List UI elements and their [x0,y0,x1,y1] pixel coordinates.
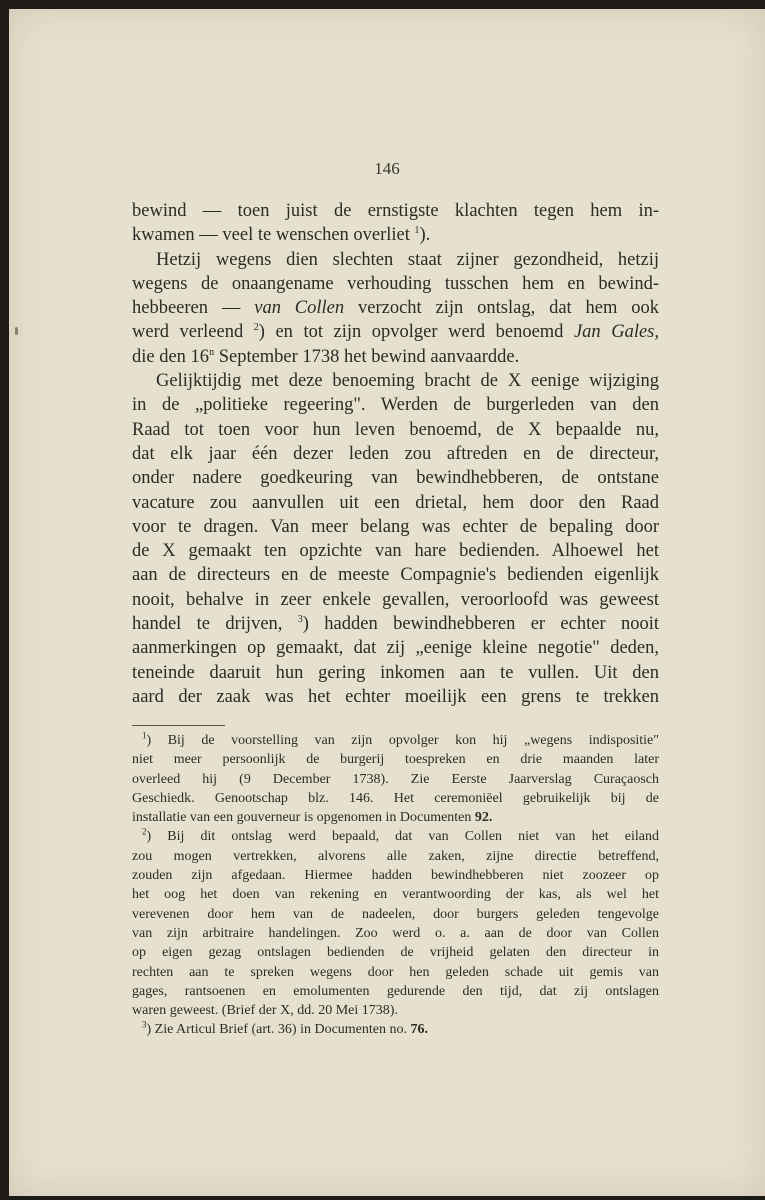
text-line: die den 16$^n$ September 1738 het bewind aanvaardde. [132,346,520,367]
footnote-mark: 1 [142,730,147,741]
person-name: Jan Gales, [573,322,660,343]
text-line: aanmerkingen op gemaakt, dat zij „eenige kleine negotie" deden, [132,638,659,659]
text-line: nooit, behalve in zeer enkele gevallen, veroorloofd was geweest [132,589,659,610]
text-line: wegens de onaangename verhouding tusschen hem en bewind- [132,273,659,294]
footnote-ref[interactable]: 3 [297,613,303,625]
text-line: aard der zaak was het echter moeilijk een grens te trekken [132,686,659,707]
text-line: in de „politieke regeering". Werden de burgerleden van den [132,395,659,416]
text-line: de X gemaakt ten opzichte van hare bedienden. Alhoewel het [132,541,659,562]
footnote-mark: 2 [142,826,147,837]
footnote-line: rechten aan te spreken wegens door hen geleden schade uit gemis van [132,964,659,980]
footnote-line: het oog het doen van rekening en verantwoording der kas, als wel het [132,887,659,903]
text-line: teneinde daaruit hun gering inkomen aan te vullen. Uit den [132,662,659,683]
footnote-ref[interactable]: 2 [253,322,259,334]
footnote-line: $^2$) Bij dit ontslag werd bepaald, dat van Collen niet van het eiland [142,826,659,845]
footnote-line: waren geweest. (Brief der X, dd. 20 Mei 1738). [132,1003,398,1019]
text-line: hebbeeren — van Collen verzocht zijn ontslag, dat hem ook [132,298,659,319]
footnote-line: niet meer persoonlijk de burgerij toespreken en drie maanden later [132,752,659,768]
page-number: 146 [374,159,400,178]
footnote-line: overleed hij (9 December 1738). Zie Eerste Jaarverslag Curaçaosch [132,771,659,787]
text-line: handel te drijven, $^3$) hadden bewindhebberen er echter nooit [132,613,659,635]
footnote-line: zouden zijn afgedaan. Hiermee hadden bewindhebberen niet zoozeer op [132,868,659,884]
text-line: bewind — toen juist de ernstigste klachten tegen hem in- [132,201,659,221]
footnote-line: $^1$) Bij de voorstelling van zijn opvolger kon hij „wegens indispositie" [142,730,659,748]
footnote-line: op eigen gezag ontslagen bedienden de vrijheid gelaten den directeur in [132,945,659,961]
text-line: werd verleend $^2$) en tot zijn opvolger werd benoemd Jan Gales, [132,322,660,343]
footnote-line: verevenen door hem van de nadeelen, door burgers geleden tengevolge [132,906,659,922]
footnote-line: zou mogen vertrekken, alvorens alle zaken, zijne directie betreffend, [132,848,659,864]
footnotes [132,731,659,1040]
text-line: kwamen — veel te wenschen overliet $^1$). [132,225,431,246]
footnote-line: Geschiedk. Genootschap blz. 146. Het ceremoniëel gebruikelijk bij de [132,790,659,806]
document-ref: 92. [474,810,493,826]
footnote-divider [132,725,225,726]
text-line: dat elk jaar één dezer leden zou aftreden en de directeur, [132,443,659,464]
text-line: onder nadere goedkeuring van bewindhebberen, de ontstane [132,468,659,489]
footnote-ref[interactable]: 1 [414,225,420,237]
person-name: van Collen [254,298,345,319]
footnote-line: $^3$) Zie Articul Brief (art. 36) in Documenten no. 76. [142,1019,428,1038]
footnote-mark: 3 [142,1019,147,1030]
document-ref: 76. [410,1022,428,1038]
text-line: Hetzij wegens dien slechten staat zijner gezondheid, hetzij [156,249,659,270]
text-line: Raad tot toen voor hun leven benoemd, de X bepaalde nu, [132,419,659,440]
paper-spot [15,327,18,335]
footnote-line: installatie van een gouverneur is opgenomen in Documenten 92. [132,810,493,826]
text-line: aan de directeurs en de meeste Compagnie's bedienden eigenlijk [132,565,659,586]
footnote-line: gages, rantsoenen en emolumenten gedurende den tijd, dat zij ontslagen [132,983,659,999]
footnote-line: van zijn arbitraire handelingen. Zoo werd o. a. aan de door van Collen [132,925,659,941]
text-line: voor te dragen. Van meer belang was echter de bepaling door [132,516,659,537]
main-text [132,199,659,709]
text-line: Gelijktijdig met deze benoeming bracht de X eenige wijziging [156,371,659,392]
text-line: vacature zou aanvullen uit een drietal, hem door den Raad [132,492,659,513]
book-page [9,9,765,1196]
